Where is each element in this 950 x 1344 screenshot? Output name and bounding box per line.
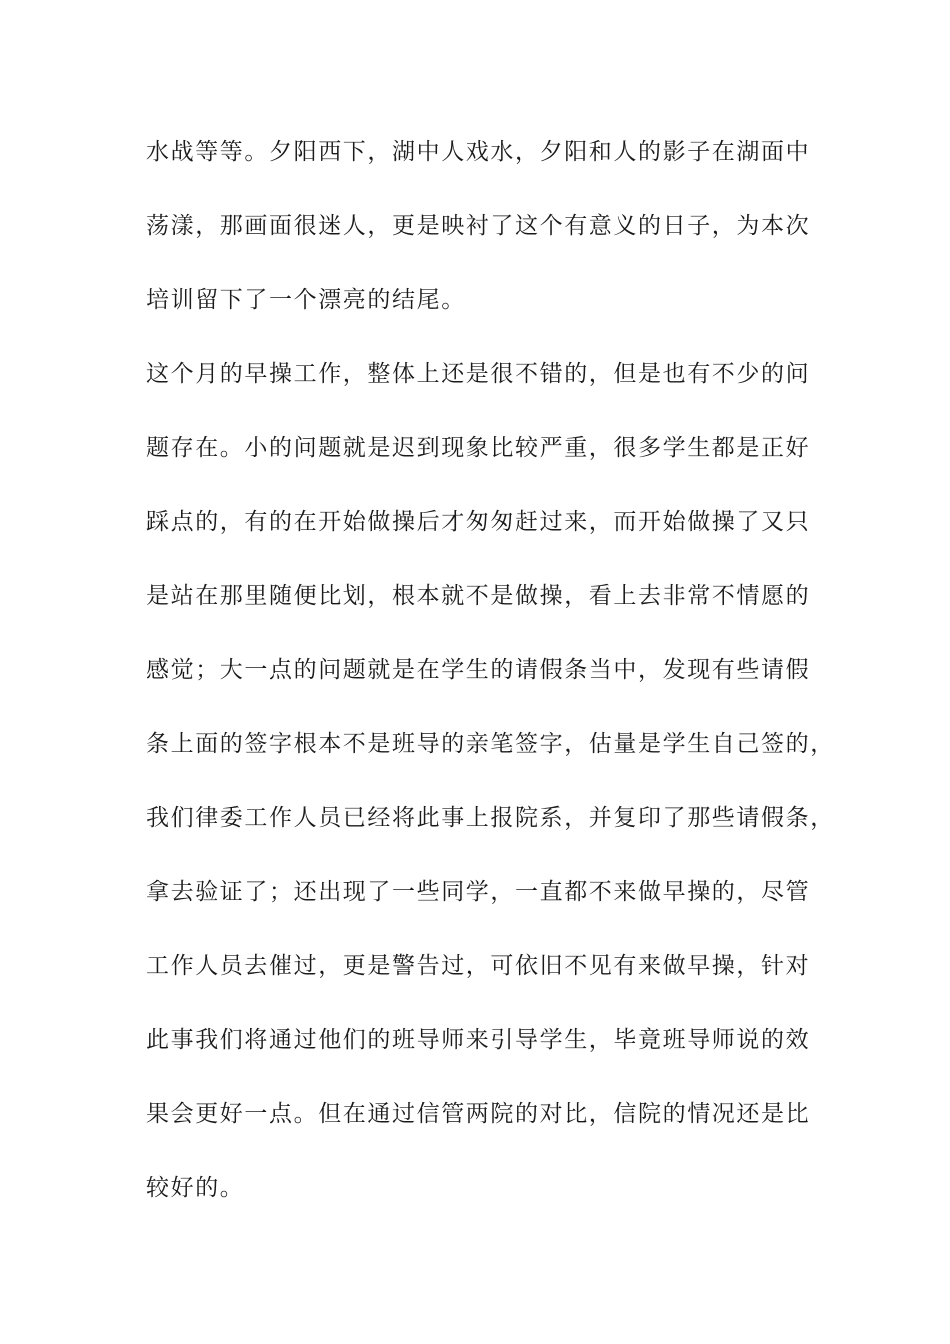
text-line: 感觉；大一点的问题就是在学生的请假条当中，发现有些请假 bbox=[146, 657, 811, 683]
text-line: 题存在。小的问题就是迟到现象比较严重，很多学生都是正好 bbox=[146, 435, 811, 461]
text-line: 工作人员去催过，更是警告过，可依旧不见有来做早操，针对 bbox=[146, 953, 811, 979]
text-line: 荡漾，那画面很迷人，更是映衬了这个有意义的日子，为本次 bbox=[146, 213, 811, 239]
text-line: 培训留下了一个漂亮的结尾。 bbox=[146, 287, 466, 313]
text-line: 这个月的早操工作，整体上还是很不错的，但是也有不少的问 bbox=[146, 361, 811, 387]
text-line: 是站在那里随便比划，根本就不是做操，看上去非常不情愿的 bbox=[146, 583, 811, 609]
text-line: 踩点的，有的在开始做操后才匆匆赶过来，而开始做操了又只 bbox=[146, 509, 811, 535]
text-line: 此事我们将通过他们的班导师来引导学生，毕竟班导师说的效 bbox=[146, 1027, 811, 1053]
text-line: 拿去验证了；还出现了一些同学，一直都不来做早操的，尽管 bbox=[146, 879, 811, 905]
text-line: 条上面的签字根本不是班导的亲笔签字，估量是学生自己签的， bbox=[146, 731, 835, 757]
text-line: 水战等等。夕阳西下，湖中人戏水，夕阳和人的影子在湖面中 bbox=[146, 139, 811, 165]
text-line: 我们律委工作人员已经将此事上报院系，并复印了那些请假条， bbox=[146, 805, 835, 831]
text-line: 较好的。 bbox=[146, 1175, 245, 1201]
text-line: 果会更好一点。但在通过信管两院的对比，信院的情况还是比 bbox=[146, 1101, 811, 1127]
